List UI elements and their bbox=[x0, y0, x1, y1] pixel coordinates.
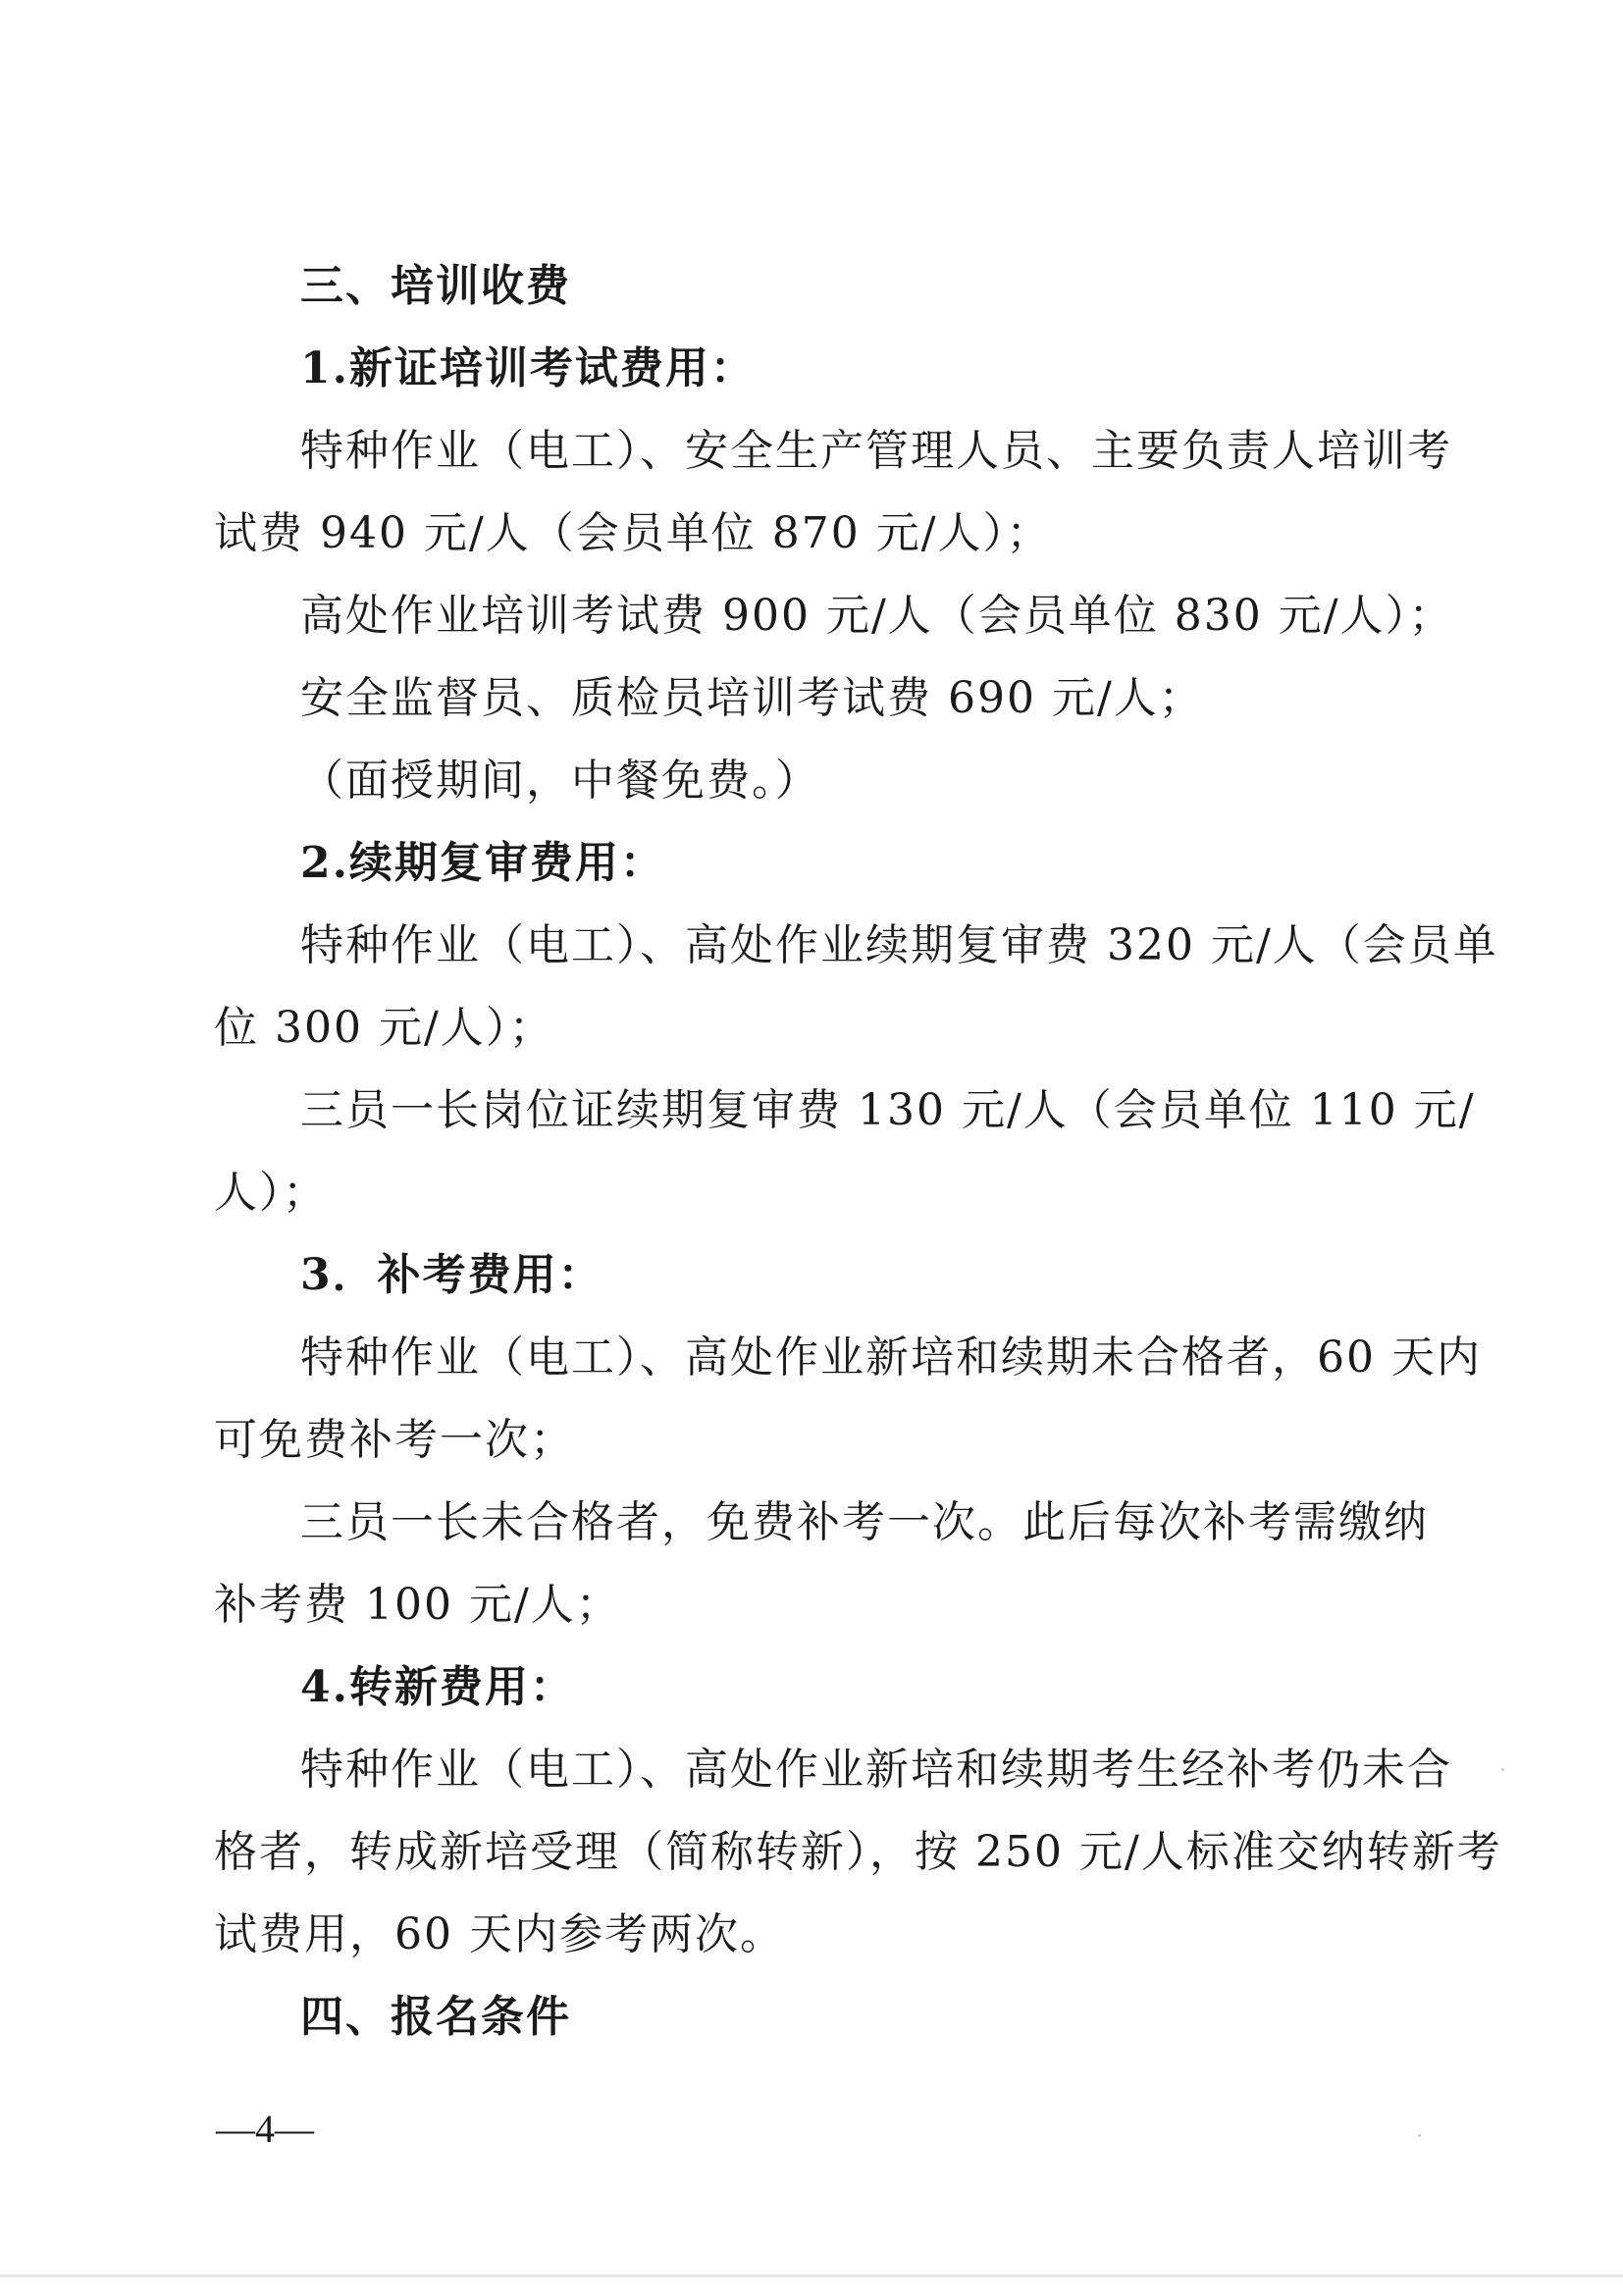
scan-edge-line bbox=[0, 2274, 1623, 2277]
paragraph-line: 三员一长岗位证续期复审费 130 元/人（会员单位 110 元/ bbox=[300, 1085, 1476, 1135]
scan-speck bbox=[1418, 2134, 1421, 2137]
scan-speck bbox=[1501, 1768, 1504, 1771]
paragraph-line: 可免费补考一次； bbox=[214, 1415, 575, 1465]
paragraph-line: 特种作业（电工）、高处作业续期复审费 320 元/人（会员单 bbox=[300, 920, 1498, 970]
item-heading-transfer: 4.转新费用： bbox=[300, 1662, 575, 1712]
paragraph-line: 位 300 元/人）； bbox=[214, 1003, 554, 1053]
paragraph-line: 特种作业（电工）、安全生产管理人员、主要负责人培训考 bbox=[300, 426, 1452, 476]
page-number: —4— bbox=[216, 2107, 314, 2151]
item-heading-renewal: 2.续期复审费用： bbox=[300, 838, 665, 888]
paragraph-line: 高处作业培训考试费 900 元/人（会员单位 830 元/人）； bbox=[300, 591, 1454, 641]
paragraph-line: 补考费 100 元/人； bbox=[214, 1580, 621, 1630]
paragraph-line: 格者，转成新培受理（简称转新），按 250 元/人标准交纳转新考 bbox=[214, 1827, 1502, 1877]
paragraph-line: 安全监督员、质检员培训考试费 690 元/人； bbox=[300, 673, 1204, 723]
paragraph-line: 试费用，60 天内参考两次。 bbox=[214, 1909, 785, 1959]
paragraph-line: （面授期间，中餐免费。） bbox=[300, 756, 820, 806]
section-heading-fees: 三、培训收费 bbox=[300, 261, 571, 311]
item-heading-new-cert: 1.新证培训考试费用： bbox=[300, 343, 756, 393]
paragraph-line: 特种作业（电工）、高处作业新培和续期考生经补考仍未合 bbox=[300, 1745, 1452, 1795]
section-heading-eligibility: 四、报名条件 bbox=[300, 1992, 571, 2042]
paragraph-line: 试费 940 元/人（会员单位 870 元/人）； bbox=[214, 508, 1052, 558]
paragraph-line: 人）； bbox=[214, 1168, 328, 1218]
item-heading-retake: 3．补考费用： bbox=[300, 1250, 603, 1300]
paragraph-line: 特种作业（电工）、高处作业新培和续期未合格者，60 天内 bbox=[300, 1332, 1482, 1383]
paragraph-line: 三员一长未合格者，免费补考一次。此后每次补考需缴纳 bbox=[300, 1497, 1429, 1547]
